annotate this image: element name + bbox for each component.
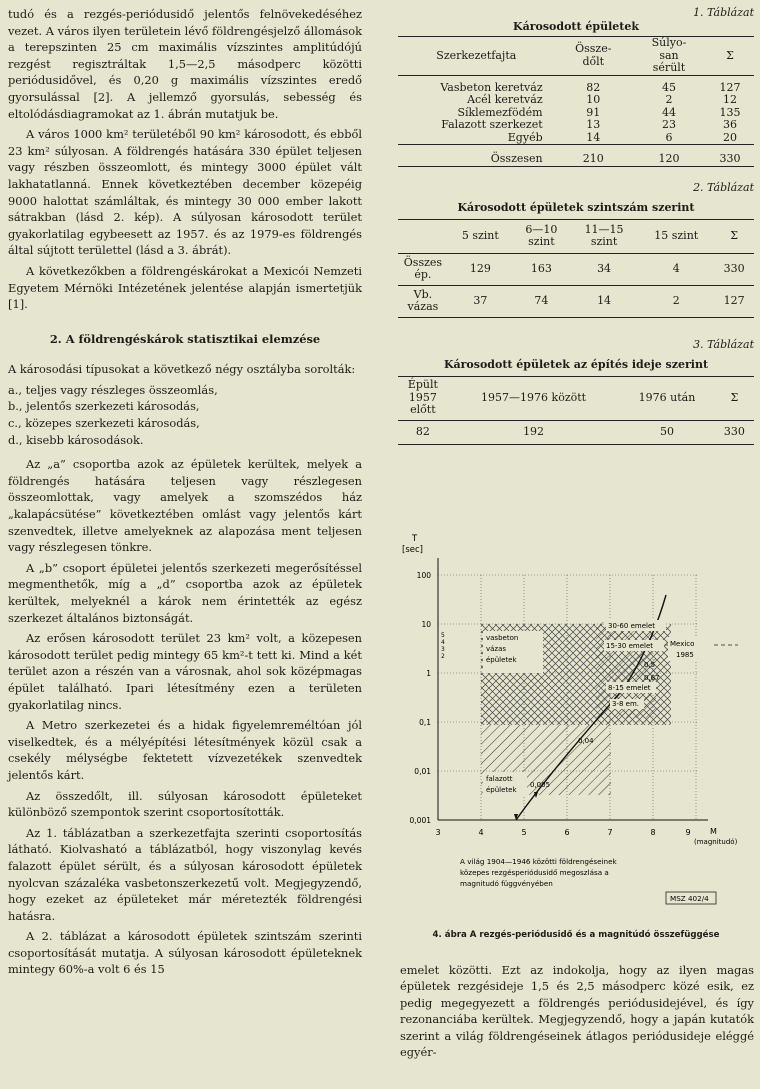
svg-text:4: 4 (441, 639, 445, 646)
paragraph-4: A károsodási típusokat a következő négy osztályba sorolták: (8, 362, 356, 377)
right-column (398, 6, 754, 445)
x-tick-label: 9 (685, 828, 691, 837)
x-axis-title-unit: (magnitudó) (694, 838, 738, 846)
table-header: 15 szint (638, 219, 714, 253)
figure-inner-caption (460, 857, 618, 888)
y-axis-title-t: T (412, 534, 418, 544)
y-tick-label: 0,01 (414, 767, 431, 776)
table-header: Össze- dőlt (555, 37, 632, 76)
list-item: b., jelentős szerkezeti károsodás, (8, 399, 200, 414)
table-row: Egyéb 14 6 20 (398, 132, 754, 145)
table1 (398, 36, 754, 167)
paragraph-2: A város 1000 km² területéből 90 km² károsodott, és ebből 23 km² súlyosan. A földrengés hatására 330 épület teljesen vagy részben összeomlott, és mintegy 3000 épület vált lakhatatlanná. Ennek következtében december közepéig 9000 halottat számláltak, és mintegy 30 000 ember lakott sátrakban (lásd 2. kép). A súlyosan károsodott terület gyakorlatilag egybeesett az 1957. és az 1979-es földrengés által sújtott területtel (lásd a 3. ábrát). (8, 127, 362, 258)
table2-title: Károsodott épületek szintszám szerint (457, 200, 695, 214)
table-row: 82 192 50 330 (398, 420, 754, 444)
table-header: Épült 1957 előtt (398, 376, 448, 420)
table-row: Acél keretváz 10 2 12 (467, 93, 738, 106)
table-row: Vb. vázas 37 74 14 2 127 (398, 285, 754, 317)
region-label-vasbeton-3: épületek (486, 656, 517, 664)
y-tick-labels (410, 571, 432, 825)
table3-label: 3. Táblázat (693, 337, 754, 351)
region-label-15-30: 15-30 emelet (606, 642, 653, 650)
magnitude-period-figure (398, 520, 754, 925)
region-label-vasbeton-2: vázas (486, 645, 507, 653)
x-tick-label: 6 (564, 828, 570, 837)
table-row: Vasbeton keretváz 82 45 127 (440, 80, 741, 94)
table3 (398, 376, 754, 445)
x-tick-label: 8 (650, 828, 656, 837)
x-tick-label: 5 (521, 828, 527, 837)
region-label-vasbeton-1: vasbeton (486, 634, 519, 642)
list-item: a., teljes vagy részleges összeomlás, (8, 382, 218, 397)
x-tick-label: 4 (478, 828, 484, 837)
table-header: 1957—1976 között (448, 376, 619, 420)
x-tick-labels (435, 828, 690, 837)
table-row: Összes ép. 129 163 34 4 330 (398, 253, 754, 285)
svg-text:2: 2 (441, 653, 445, 660)
left-minor-labels (441, 632, 445, 660)
paragraph-9: Az összedőlt, ill. súlyosan károsodott épületeket különböző szempontok szerint csoportosították. (8, 788, 362, 820)
y-axis-title-unit: [sec] (402, 545, 423, 555)
table-header: 11—15 szint (570, 219, 638, 253)
table3-title: Károsodott épületek az építés ideje szerint (443, 357, 709, 371)
y-tick-label: 0,1 (419, 718, 431, 727)
left-column (8, 6, 362, 978)
section-heading: 2. A földrengéskárok statisztikai elemzése (49, 331, 321, 346)
paragraph-10: Az 1. táblázatban a szerkezetfajta szerinti csoportosítás látható. Kiolvasható a táblázatból, hogy viszonylag kevés falazott épület sérült, és a súlyosan károsodott épületek nyolcvan százaléka vasbetonszerkezetű volt. Megjegyzendő, hogy ezeket az épületeket már méretezték földrengési hatásra. (8, 825, 362, 923)
table-header: Σ (715, 376, 754, 420)
point-label: 0,5 (644, 661, 656, 669)
table1-title: Károsodott épületek (513, 20, 639, 33)
region-label-falazott-2: épületek (486, 786, 517, 794)
region-label-8-15: 8-15 emelet (608, 684, 651, 692)
svg-text:közepes rezgésperiódusidő mego: közepes rezgésperiódusidő megoszlása a (460, 868, 609, 877)
paragraph-7: Az erősen károsodott terület 23 km² volt, a közepesen károsodott terület pedig mintegy 65 km²-t tett ki. Mind a két terület azon a részén van a városnak, ahol sok középmagas épület található. Ipari létesítmény ezen a területen gyakorlatilag nincs. (8, 631, 362, 712)
table-header: Súlyo- san sérült (632, 37, 706, 76)
svg-text:A világ 1904—1946 közötti föld: A világ 1904—1946 közötti földrengéseinek (460, 857, 617, 866)
point-label: 0,67 (644, 674, 660, 682)
mexico-label-1: Mexico (670, 640, 695, 648)
figure-caption: 4. ábra A rezgés-periódusidő és a magnitúdó összefüggése (432, 930, 720, 940)
svg-text:3: 3 (441, 646, 445, 653)
damage-class-list (8, 382, 362, 448)
table-header: 1976 után (619, 376, 714, 420)
svg-text:magnitudó függvényében: magnitudó függvényében (460, 879, 553, 888)
table-header: Szerkezetfajta (398, 37, 555, 76)
list-item: d., kisebb károsodások. (8, 432, 144, 447)
mexico-label-2: 1985 (676, 651, 694, 659)
table-header: 6—10 szint (513, 219, 570, 253)
y-tick-label: 100 (416, 571, 431, 580)
x-tick-label: 7 (607, 828, 613, 837)
x-tick-label: 3 (435, 828, 441, 837)
region-label-3-8: 3-8 em. (612, 700, 640, 708)
table-row: Síklemezfödém 91 44 135 (457, 105, 741, 119)
table-header: Σ (714, 219, 754, 253)
region-label-falazott-1: falazott (486, 775, 513, 783)
paragraph-5: Az „a” csoportba azok az épületek kerültek, melyek a földrengés hatására teljesen vagy részlegesen összeomlottak, vagy amelyek a szomszédos ház „kalapácsütése” következtében omlást vagy jelentős kárt szenvedtek, illetve amelyeknek az alapozása ment teljesen vagy részlegesen tönkre. (8, 457, 362, 555)
table2 (398, 219, 754, 318)
list-item: c., közepes szerkezeti károsodás, (8, 416, 200, 431)
paragraph-6: A „b” csoport épületei jelentős szerkezeti megerősítéssel megmenthetők, míg a „d” csoportba azok az épületek kerültek, melyeknél a károk nem érintették az egész szerkezet általános biztonságát. (8, 560, 362, 625)
table2-label: 2. Táblázat (693, 180, 754, 194)
paragraph-1: tudó és a rezgés-periódusidő jelentős felnövekedéséhez vezet. A város ilyen területein lévő földrengésjelző állomások a terepszinten 25 cm maximális vízszintes amplitúdójú rezgést regisztráltak 1,5—2,5 másodperc közötti periódusidővel, és 0,20 g maximális vízszintes eredő gyorsulással [2]. A jellemző gyorsulás, sebesség és eltolódásdiagramokat az 1. ábrán mutatjuk be. (8, 7, 362, 121)
table1-label: 1. Táblázat (693, 6, 754, 19)
point-label: 0,005 (530, 781, 551, 789)
y-tick-label: 1 (426, 669, 431, 678)
paragraph-11: A 2. táblázat a károsodott épületek szintszám szerinti csoportosítását mutatja. A súlyosan károsodott épületeknek mintegy 60%-a volt 6 és 15 (8, 929, 362, 977)
source-box-label: MSZ 402/4 (670, 894, 709, 903)
table-header: 5 szint (448, 219, 513, 253)
plot-area (438, 558, 738, 820)
y-tick-label: 10 (421, 620, 431, 629)
svg-text:5: 5 (441, 632, 445, 639)
point-label: 0,04 (578, 737, 594, 745)
region-label-30-60: 30-60 emelet (608, 622, 655, 630)
y-tick-label: 0,001 (409, 816, 431, 825)
table-total-row: Összesen 210 120 330 (398, 153, 754, 166)
table-row: Falazott szerkezet 13 23 36 (441, 118, 738, 131)
right-paragraph: emelet közötti. Ezt az indokolja, hogy az ilyen magas épületek rezgésideje 1,5 és 2,5 másodperc közé esik, ez pedig megegyezett a földrengés periódusidejével, és így rezonanciába kerültek. Megjegyzendő, hogy a japán kutatók szerint a világ földrengéseinek átlagos periódusideje eléggé egyér- (400, 963, 754, 1060)
table-header: Σ (706, 37, 754, 76)
paragraph-8: A Metro szerkezetei és a hidak figyelemreméltóan jól viselkedtek, és a mélyépítési létesítmények közül csak a csekély mélységbe fektetett vízvezetékek szenvedtek jelentős kárt. (8, 718, 362, 782)
x-axis-title-m: M (710, 827, 717, 836)
paragraph-3: A következőkben a földrengéskárokat a Mexicói Nemzeti Egyetem Mérnöki Intézetének jelentése alapján ismertetjük [1]. (8, 263, 362, 312)
